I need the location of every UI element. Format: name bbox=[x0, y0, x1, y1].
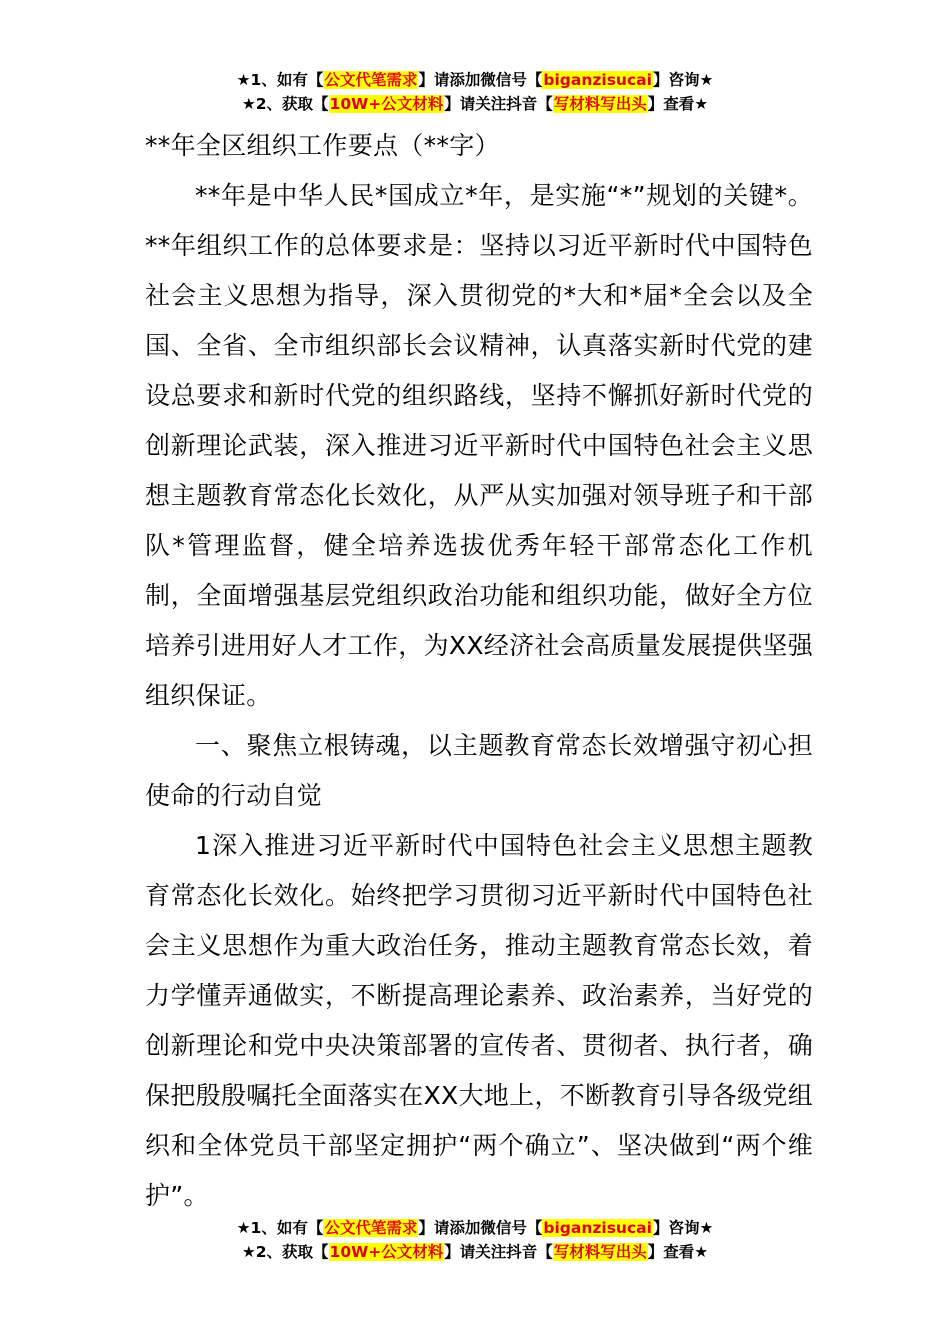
banner-line-1 bbox=[0, 1216, 950, 1240]
banner-highlight: biganzisucai bbox=[543, 1219, 652, 1237]
paragraph-item-1: 1深入推进习近平新时代中国特色社会主义思想主题教育常态化长效化。始终把学习贯彻习近平新时代中国特色社会主义思想作为重大政治任务，推动主题教育常态长效，着力学懂弄通做实，不断提高理论素养、政治素养，当好党的创新理论和党中央决策部署的宣传者、贯彻者、执行者，确保把殷殷嘱托全面落实在XX大地上，不断教育引导各级党组织和全体党员干部坚定拥护“两个确立”、坚决做到“两个维护”。 bbox=[145, 831, 813, 1210]
banner-text: 】请添加微信号【 bbox=[418, 71, 543, 89]
banner-text: 】查看★ bbox=[647, 1243, 709, 1261]
banner-highlight: 公文代笔需求 bbox=[324, 1219, 418, 1237]
paragraph-intro: **年是中华人民*国成立*年，是实施“*”规划的关键*。**年组织工作的总体要求是：坚持以习近平新时代中国特色社会主义思想为指导，深入贯彻党的*大和*届*全会以及全国、全省、全市组织部长会议精神，认真落实新时代党的建设总要求和新时代党的组织路线，坚持不懈抓好新时代党的创新理论武装，深入推进习近平新时代中国特色社会主义思想主题教育常态化长效化，从严从实加强对领导班子和干部队*管理监督，健全培养选拔优秀年轻干部常态化工作机制，全面增强基层党组织政治功能和组织功能，做好全方位培养引进用好人才工作，为XX经济社会高质量发展提供坚强组织保证。 bbox=[145, 181, 813, 710]
banner-line-2 bbox=[0, 1240, 950, 1264]
banner-text: ★1、如有【 bbox=[236, 71, 324, 89]
banner-highlight: biganzisucai bbox=[543, 71, 652, 89]
banner-highlight: 10W+公文材料 bbox=[329, 95, 444, 113]
section-heading: 一、聚焦立根铸魂，以主题教育常态长效增强守初心担使命的行动自觉 bbox=[145, 731, 813, 810]
document-title: **年全区组织工作要点（**字） bbox=[145, 131, 500, 160]
banner-highlight: 写材料写出头 bbox=[553, 1243, 647, 1261]
banner-text: 】咨询★ bbox=[652, 1219, 714, 1237]
banner-text: 】请关注抖音【 bbox=[444, 1243, 553, 1261]
banner-line-2 bbox=[0, 92, 950, 116]
banner-highlight: 公文代笔需求 bbox=[324, 71, 418, 89]
banner-text: ★2、获取【 bbox=[241, 95, 329, 113]
footer-banner bbox=[0, 1216, 950, 1264]
banner-text: 】请关注抖音【 bbox=[444, 95, 553, 113]
banner-text: ★1、如有【 bbox=[236, 1219, 324, 1237]
banner-text: 】咨询★ bbox=[652, 71, 714, 89]
banner-text: 】请添加微信号【 bbox=[418, 1219, 543, 1237]
document-body bbox=[145, 121, 813, 1221]
header-banner bbox=[0, 68, 950, 116]
banner-highlight: 10W+公文材料 bbox=[329, 1243, 444, 1261]
banner-text: 】查看★ bbox=[647, 95, 709, 113]
banner-text: ★2、获取【 bbox=[241, 1243, 329, 1261]
banner-line-1 bbox=[0, 68, 950, 92]
banner-highlight: 写材料写出头 bbox=[553, 95, 647, 113]
